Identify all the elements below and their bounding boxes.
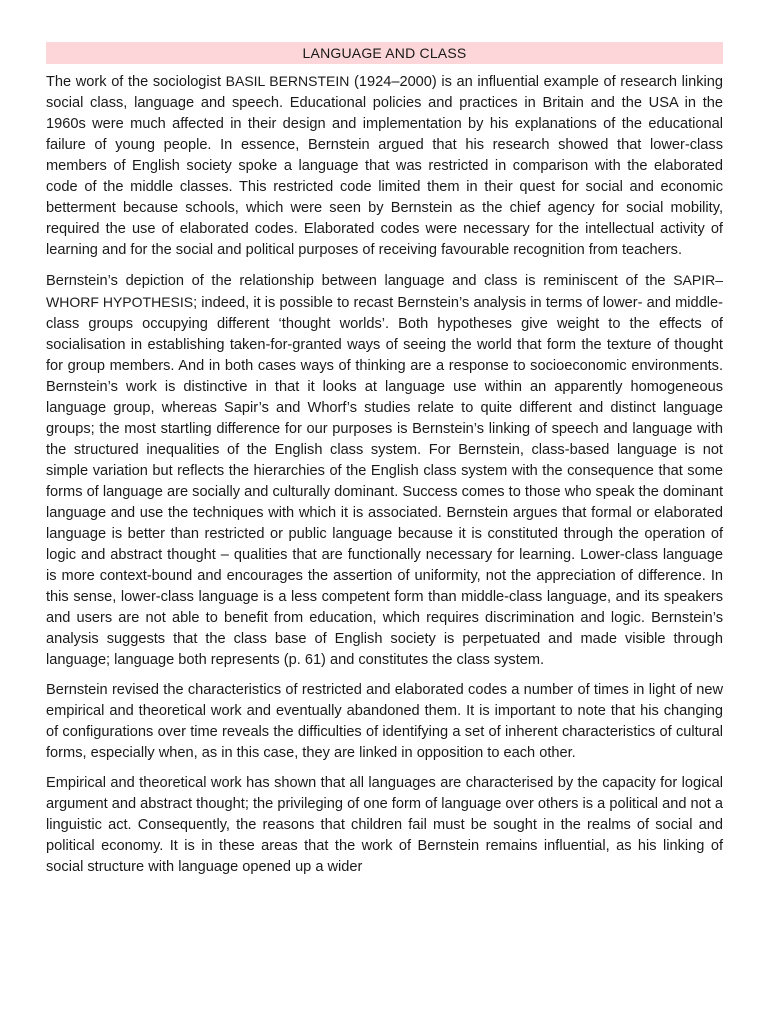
paragraph-2-text-after: ; indeed, it is possible to recast Bernstein’s analysis in terms of lower- and middle-class groups occupying different ‘thought worlds’. Both hypotheses give weight to the effects of socialisation in establishing taken-for-granted ways of seeing the world that form the texture of thought for group members. And in both cases ways of thinking are a response to socioeconomic environments. Bernstein’s work is distinctive in that it looks at language use within an apparently homogeneous language group, whereas Sapir’s and Whorf’s studies relate to quite different and distinct language groups; the most startling difference for our purposes is Bernstein’s linking of speech and language with the structured inequalities of the English class system. For Bernstein, class-based language is not simple variation but reflects the hierarchies of the English class system with the consequence that some forms of language are socially and culturally dominant. Success comes to those who speak the dominant language and use the techniques with which it is associated. Bernstein argues that formal or elaborated language is better than restricted or public language because it is constituted through the operation of logic and abstract thought – qualities that are functionally necessary for learning. Lower-class language is more context-bound and encourages the assertion of uniformity, not the appreciation of difference. In this sense, lower-class language is a less competent form than middle-class language, and its speakers and users are not able to benefit from education, which requires discrimination and logic. Bernstein’s analysis suggests that the class base of English society is perpetuated and made visible through language; language both represents (p. 61) and constitutes the class system.	[46, 295, 723, 668]
term-basil-bernstein: BASIL BERNSTEIN	[225, 73, 350, 89]
term-sapir-whorf-hypothesis: SAPIR–WHORF HYPOTHESIS	[46, 272, 723, 310]
document-page	[46, 42, 723, 887]
paragraph-4: Empirical and theoretical work has shown that all languages are characterised by the capacity for logical argument and abstract thought; the privileging of one form of language over others is a political and not a linguistic act. Consequently, the reasons that children fail must be sought in the realms of social and political economy. It is in these areas that the work of Bernstein remains influential, as his linking of social structure with language opened up a wider	[46, 775, 723, 875]
paragraph-1-text-before: The work of the sociologist	[46, 74, 226, 90]
paragraph-1-text-after: (1924–2000) is an influential example of research linking social class, language and speech. Educational policies and practices in Britain and the USA in the 1960s were much affected in their design and implementation by his explanations of the educational failure of young people. In essence, Bernstein argued that his research showed that lower-class members of English society spoke a language that was restricted in comparison with the elaborated code of the middle classes. This restricted code limited them in their quest for social and economic betterment because schools, which were seen by Bernstein as the chief agency for social mobility, required the use of elaborated codes. Elaborated codes were necessary for the intellectual activity of learning and for the social and political purposes of receiving favourable recognition from teachers.	[46, 74, 724, 258]
paragraph-2	[46, 270, 723, 671]
section-title: LANGUAGE AND CLASS	[46, 42, 723, 64]
paragraph-1	[46, 71, 723, 261]
paragraph-3: Bernstein revised the characteristics of restricted and elaborated codes a number of times in light of new empirical and theoretical work and eventually abandoned them. It is important to note that his changing of configurations over time reveals the difficulties of identifying a set of inherent characteristics of cultural forms, especially when, as in this case, they are linked in opposition to each other.	[46, 682, 723, 761]
paragraph-2-text-before: Bernstein’s depiction of the relationship between language and class is reminiscent of the	[46, 273, 674, 289]
